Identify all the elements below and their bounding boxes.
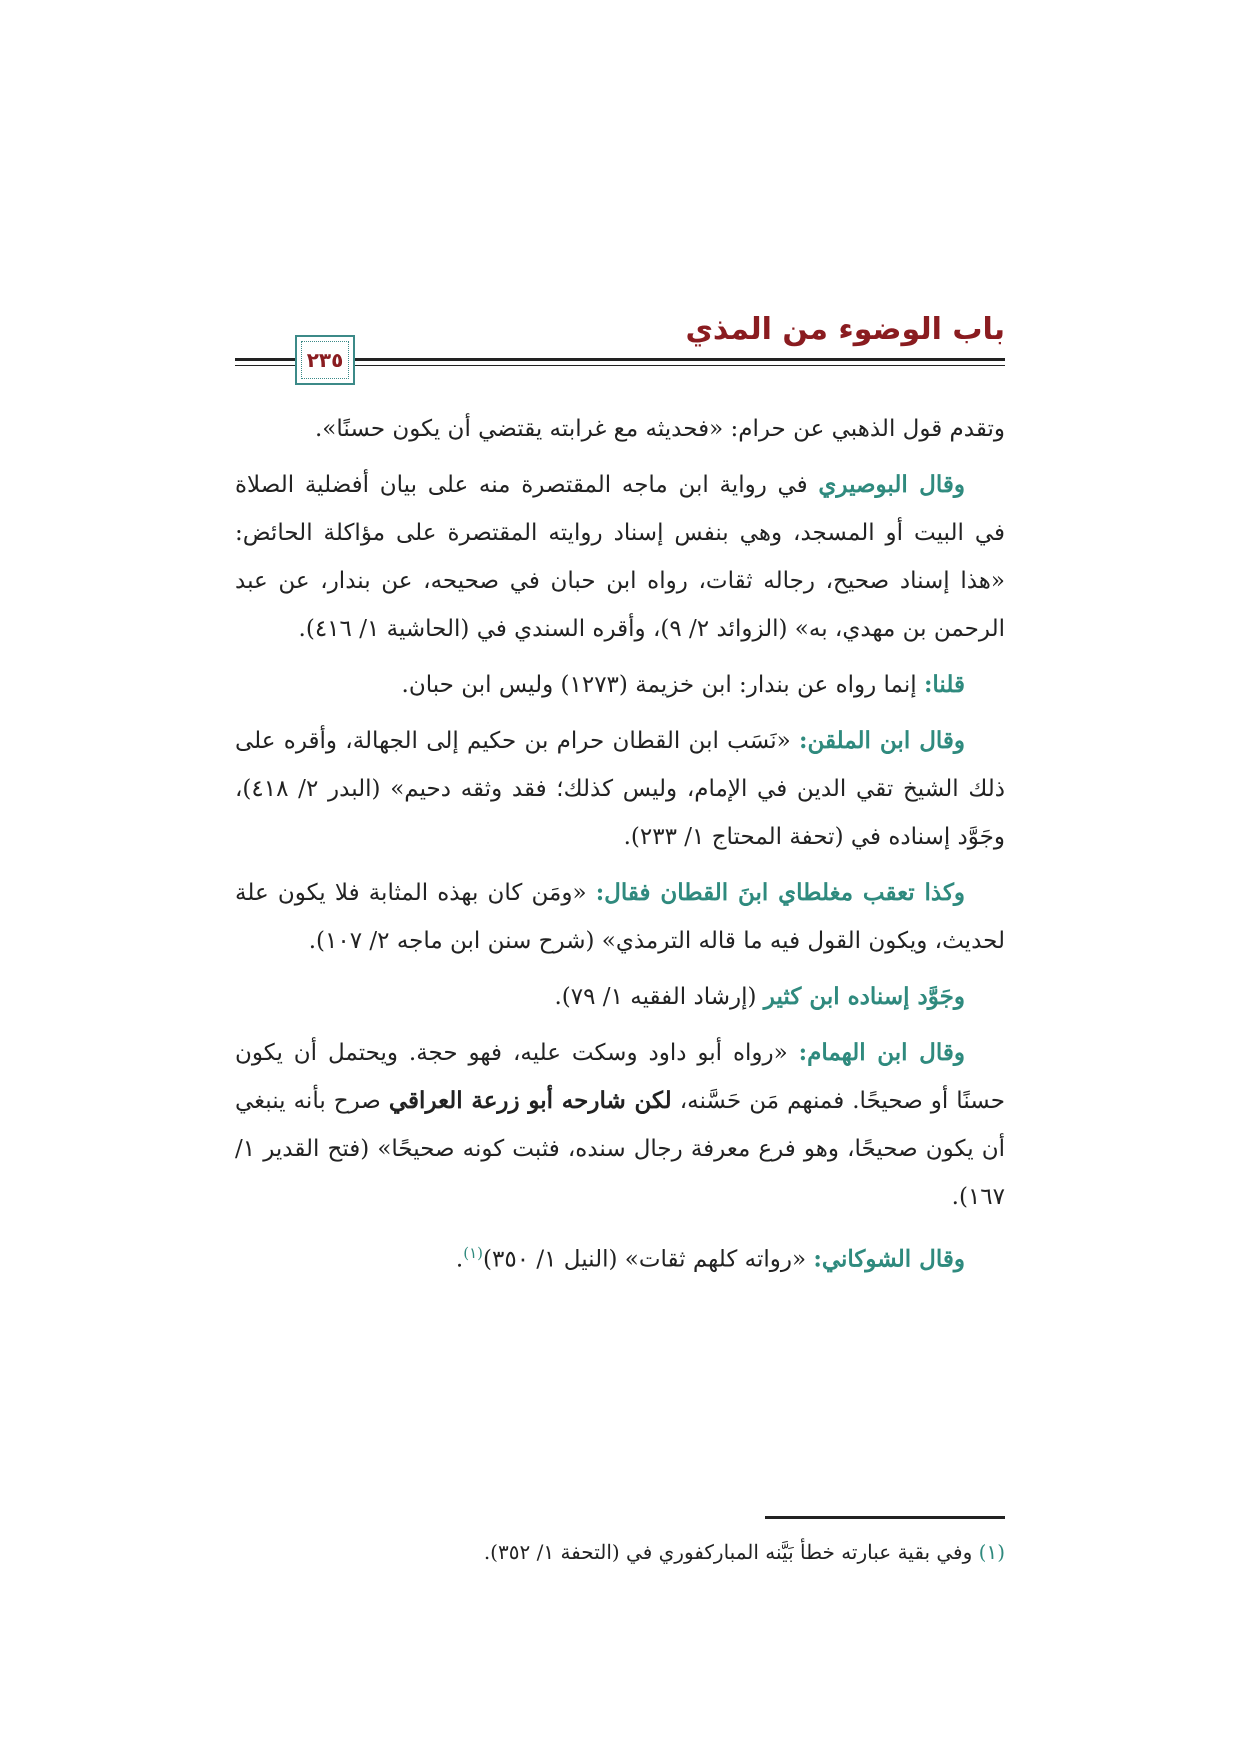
paragraph-text: «نَسَب ابن القطان حرام بن حكيم إلى الجهالة، وأقره على ذلك الشيخ تقي الدين في الإمام، وليس كذلك؛ فقد وثقه دحيم» (البدر ٢/ ٤١٨)، وجَوَّد إسناده في (تحفة المحتاج ١/ ٢٣٣).: [235, 728, 1005, 850]
bold-phrase: لكن شارحه أبو زرعة العراقي: [388, 1087, 672, 1114]
paragraph: [235, 1029, 1005, 1221]
main-text: [235, 405, 1005, 1292]
paragraph: [235, 405, 1005, 453]
paragraph-text: «رواته كلهم ثقات» (النيل ١/ ٣٥٠): [483, 1246, 814, 1273]
scholar-name: وكذا تعقب مغلطاي ابنَ القطان فقال:: [595, 879, 966, 906]
footnote-number: (١): [978, 1540, 1005, 1564]
chapter-title: باب الوضوء من المذي: [685, 312, 1005, 347]
scholar-name: وقال الشوكاني:: [813, 1245, 965, 1273]
paragraph: [235, 717, 1005, 861]
scholar-name: قلنا:: [923, 671, 965, 698]
paragraph-text: وتقدم قول الذهبي عن حرام: «فحديثه مع غرابته يقتضي أن يكون حسنًا».: [314, 416, 1005, 442]
paragraph-tail: .: [455, 1246, 464, 1273]
footnote-text: وفي بقية عبارته خطأ بَيَّنه المباركفوري في (التحفة ١/ ٣٥٢).: [483, 1540, 979, 1564]
scholar-name: وقال ابن الملقن:: [799, 727, 966, 754]
scholar-name: وجَوَّد إسناده ابن كثير: [763, 983, 965, 1010]
footnote: [235, 1535, 1005, 1569]
paragraph: [235, 973, 1005, 1021]
paragraph: [235, 461, 1005, 653]
paragraph-text: صرح بأنه ينبغي أن يكون صحيحًا، وهو فرع معرفة رجال سنده، فثبت كونه صحيحًا» (فتح القدير ١/ ١٦٧).: [235, 1088, 1005, 1210]
paragraph: [235, 1229, 1005, 1284]
footnote-separator: [765, 1516, 1005, 1519]
scholar-name: وقال ابن الهمام:: [798, 1039, 965, 1066]
page-number: ٢٣٥: [306, 348, 344, 372]
paragraph: [235, 661, 1005, 709]
paragraph-text: (إرشاد الفقيه ١/ ٧٩).: [554, 984, 764, 1010]
scholar-name: وقال البوصيري: [818, 471, 965, 498]
paragraph-text: في رواية ابن ماجه المقتصرة منه على بيان أفضلية الصلاة في البيت أو المسجد، وهي بنفس إسناد روايته المقتصرة على مؤاكلة الحائض: «هذا إسناد صحيح، رجاله ثقات، رواه ابن حبان في صحيحه، عن بندار، عن عبد الرحمن بن مهدي، به» (الزوائد ٢/ ٩)، وأقره السندي في (الحاشية ١/ ٤١٦).: [235, 472, 1005, 642]
page-number-badge: [295, 335, 355, 385]
paragraph-text: «رواه أبو داود وسكت عليه، فهو حجة. ويحتمل أن يكون حسنًا أو صحيحًا. فمنهم مَن حَسَّنه،: [235, 1040, 1005, 1114]
paragraph-text: «ومَن كان بهذه المثابة فلا يكون علة لحديث، ويكون القول فيه ما قاله الترمذي» (شرح سنن ابن ماجه ٢/ ١٠٧).: [235, 880, 1005, 954]
paragraph-text: إنما رواه عن بندار: ابن خزيمة (١٢٧٣) وليس ابن حبان.: [401, 672, 924, 698]
footnote-reference[interactable]: (١): [463, 1244, 483, 1262]
paragraph: [235, 869, 1005, 965]
